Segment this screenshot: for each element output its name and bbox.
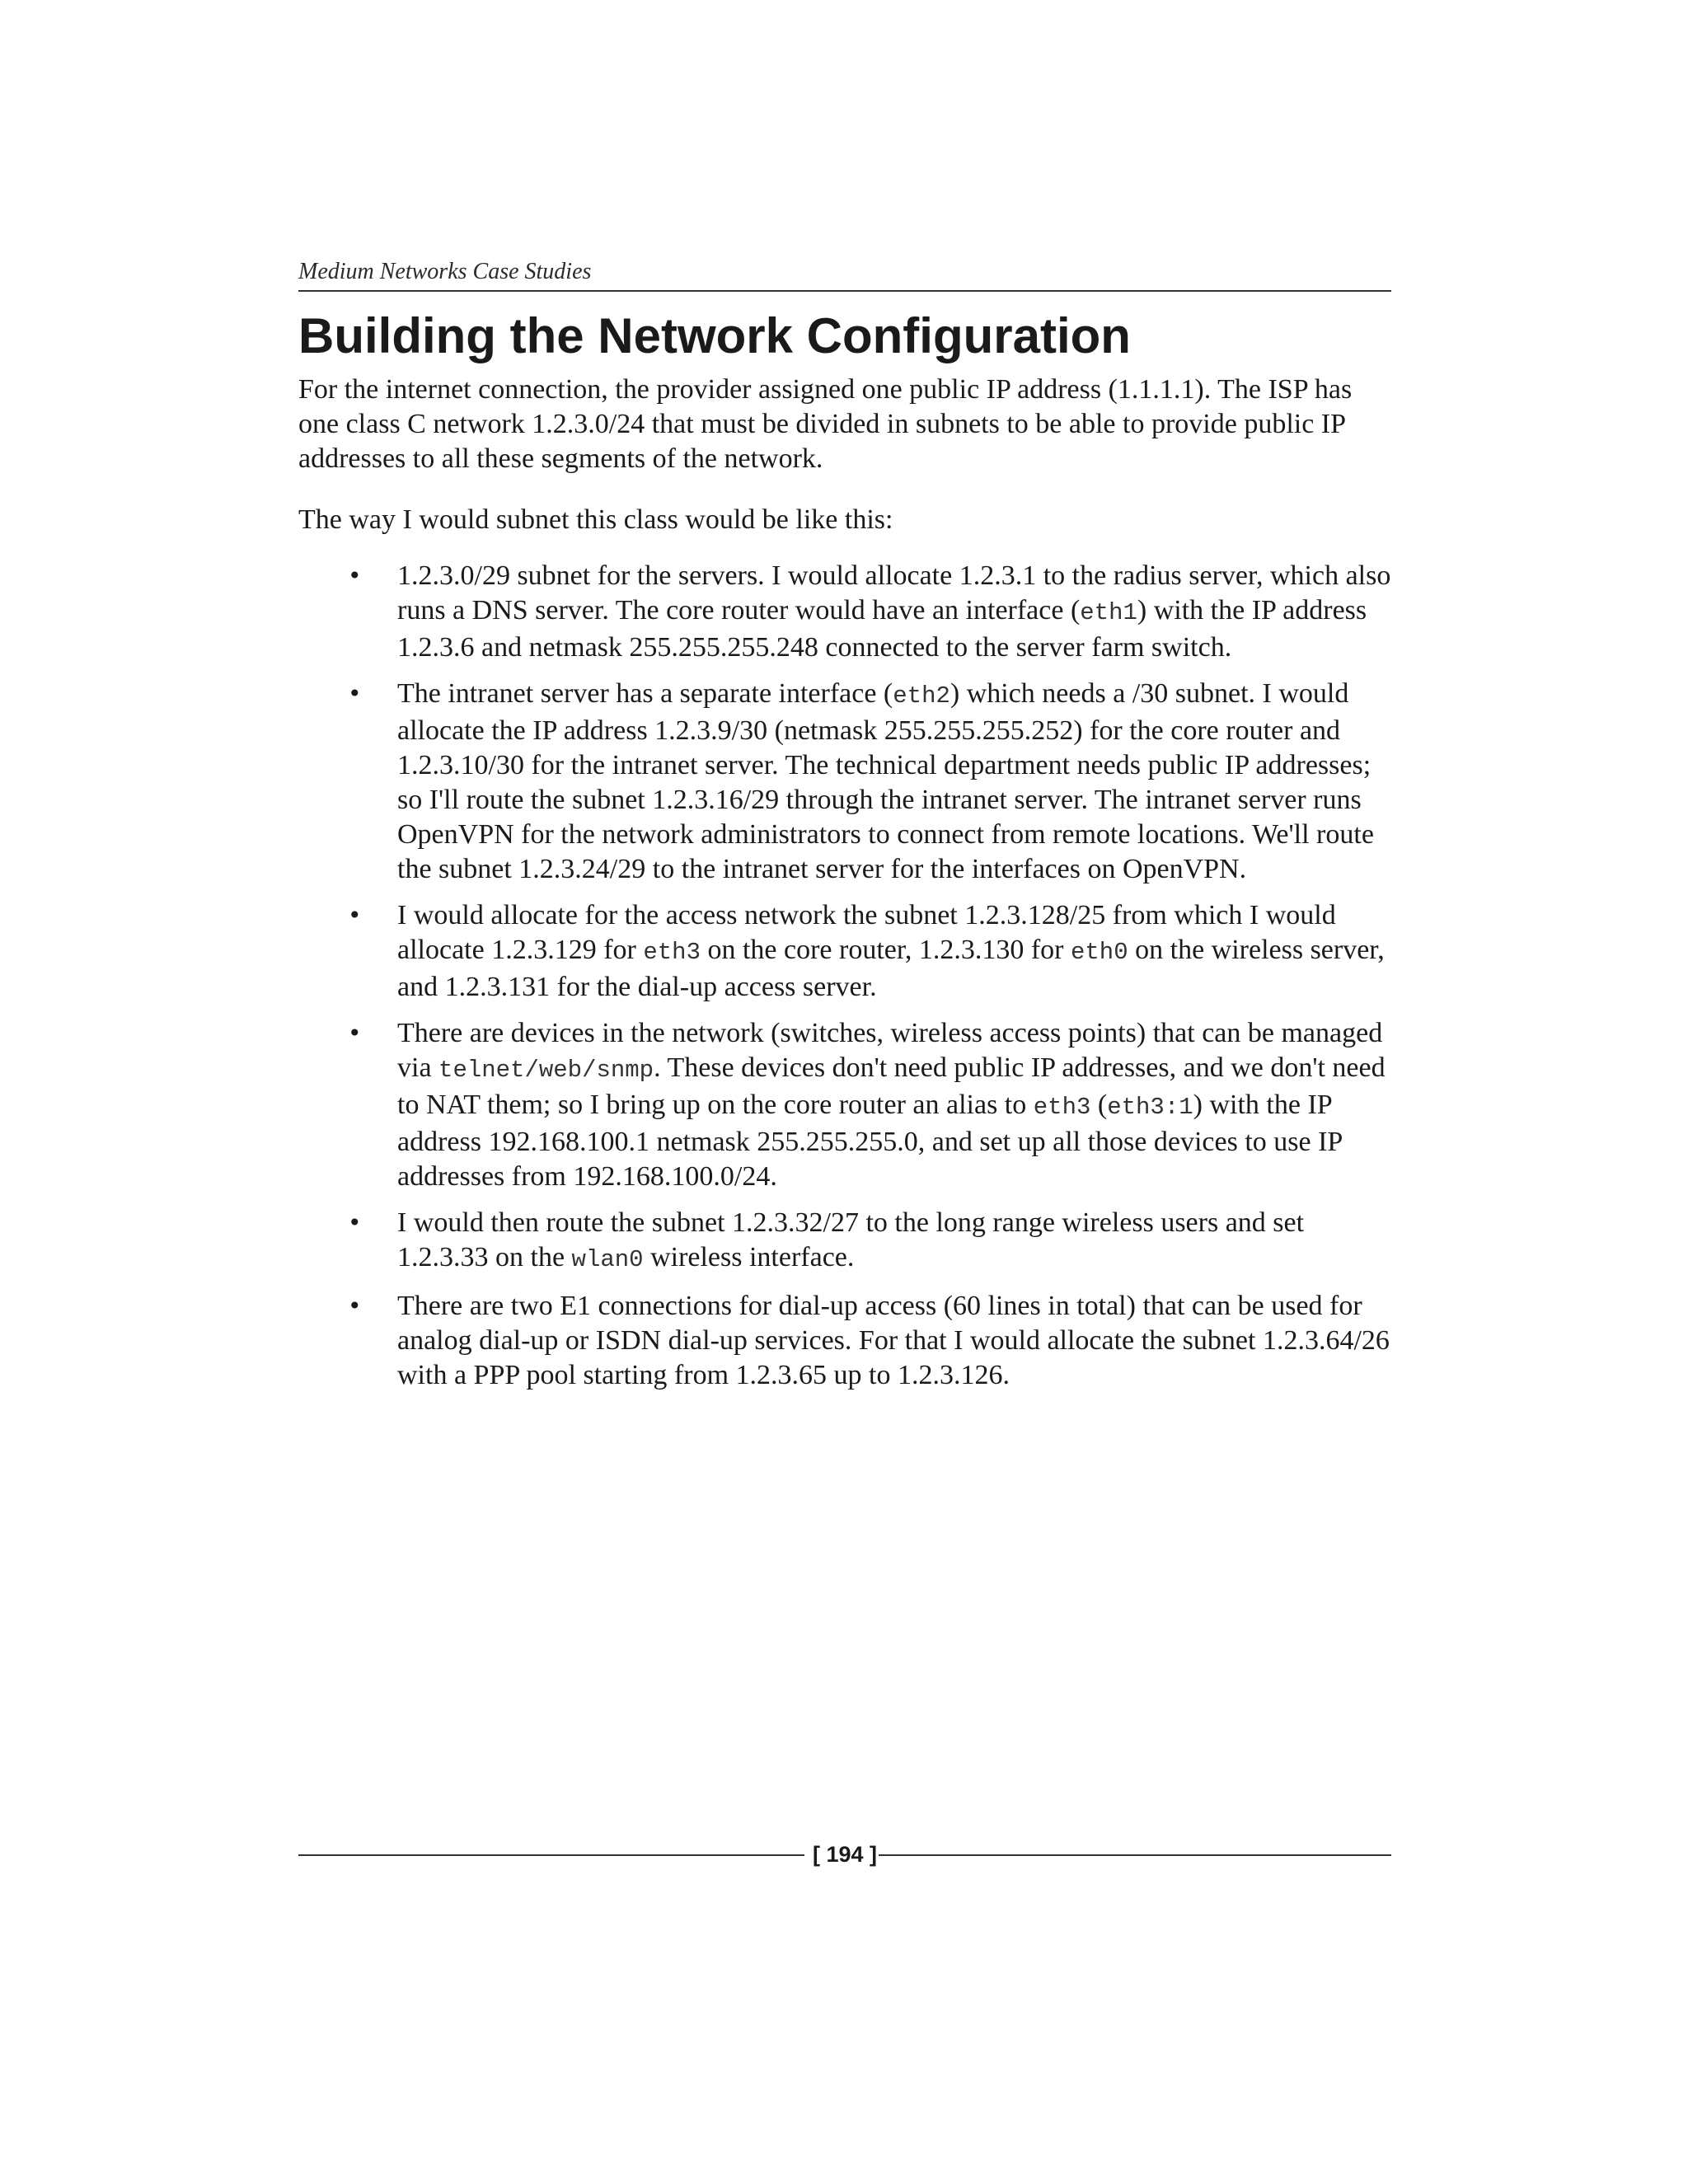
bullet-icon: • [348,1019,362,1047]
bullet-icon: • [348,1209,362,1236]
subnet-list [298,559,1391,1393]
item-text: 1.2.3.0/29 subnet for the servers. I would allocate 1.2.3.1 to the radius server, which also runs a DNS server. The core router would have an interface ( [397,560,1391,626]
bullet-icon: • [348,1292,362,1319]
list-item [348,677,1391,887]
page-number: [ 194 ] [812,1842,878,1867]
item-text: There are two E1 connections for dial-up access (60 lines in total) that can be used for analog dial-up or ISDN dial-up services. For that I would allocate the subnet 1.2.3.64/26 with a PPP pool starting from 1.2.3.65 up to 1.2.3.126. [397,1291,1390,1390]
list-item [348,898,1391,1005]
list-item [348,559,1391,665]
interface-code: eth3:1 [1107,1094,1193,1121]
interface-code: eth3 [643,939,701,966]
running-head: Medium Networks Case Studies [298,257,1391,292]
bullet-icon: • [348,902,362,929]
lead-paragraph: The way I would subnet this class would be like this: [298,504,893,535]
interface-code: eth0 [1071,939,1128,966]
interface-code: eth3 [1033,1094,1091,1121]
page-footer [298,1840,1391,1872]
bullet-icon: • [348,562,362,589]
item-text: I would then route the subnet 1.2.3.32/27 to the long range wireless users and set 1.2.3.33 on the [397,1207,1305,1272]
item-text: The intranet server has a separate interface ( [397,678,893,709]
interface-code: eth2 [893,682,950,710]
item-text: wireless interface. [643,1242,855,1272]
item-text: I would allocate for the access network the subnet 1.2.3.128/25 from which I would allocate 1.2.3.129 for [397,900,1336,965]
page-body [298,257,1391,1404]
list-item [348,1289,1391,1393]
intro-paragraph: For the internet connection, the provider assigned one public IP address (1.1.1.1). The ISP has one class C network 1.2.3.0/24 that must be divided in subnets to be able to provide public IP addresses to all these segments of the network. [298,374,1353,474]
item-text: on the core router, 1.2.3.130 for [700,935,1071,965]
section-title: Building the Network Configuration [298,308,1131,363]
list-item [348,1016,1391,1194]
interface-code: eth1 [1080,599,1137,626]
item-text: ) with the IP address 192.168.100.1 netmask 255.255.255.0, and set up all those devices to use IP addresses from 192.168.100.0/24. [397,1090,1343,1192]
item-text: ( [1090,1090,1108,1120]
item-text: ) which needs a /30 subnet. I would allocate the IP address 1.2.3.9/30 (netmask 255.255.255.252) for the core router and 1.2.3.10/30 for the intranet server. The technical department needs public IP addresses; so I'll route the subnet 1.2.3.16/29 through the intranet server. The intranet server runs OpenVPN for the network administrators to connect from remote locations. We'll route the subnet 1.2.3.24/29 to the intranet server for the interfaces on OpenVPN. [397,678,1374,884]
footer-rule-left [298,1854,804,1856]
item-text: There are devices in the network (switches, wireless access points) that can be managed via [397,1018,1383,1083]
item-text: on the wireless server, and 1.2.3.131 for the dial-up access server. [397,935,1385,1002]
interface-code: wlan0 [571,1246,644,1273]
footer-rule-right [879,1854,1391,1856]
item-text: ) with the IP address 1.2.3.6 and netmask 255.255.255.248 connected to the server farm switch. [397,595,1367,663]
item-text: . These devices don't need public IP addresses, and we don't need to NAT them; so I bring up on the core router an alias to [397,1052,1386,1120]
protocol-code: telnet/web/snmp [438,1057,654,1084]
list-item [348,1206,1391,1277]
bullet-icon: • [348,680,362,707]
